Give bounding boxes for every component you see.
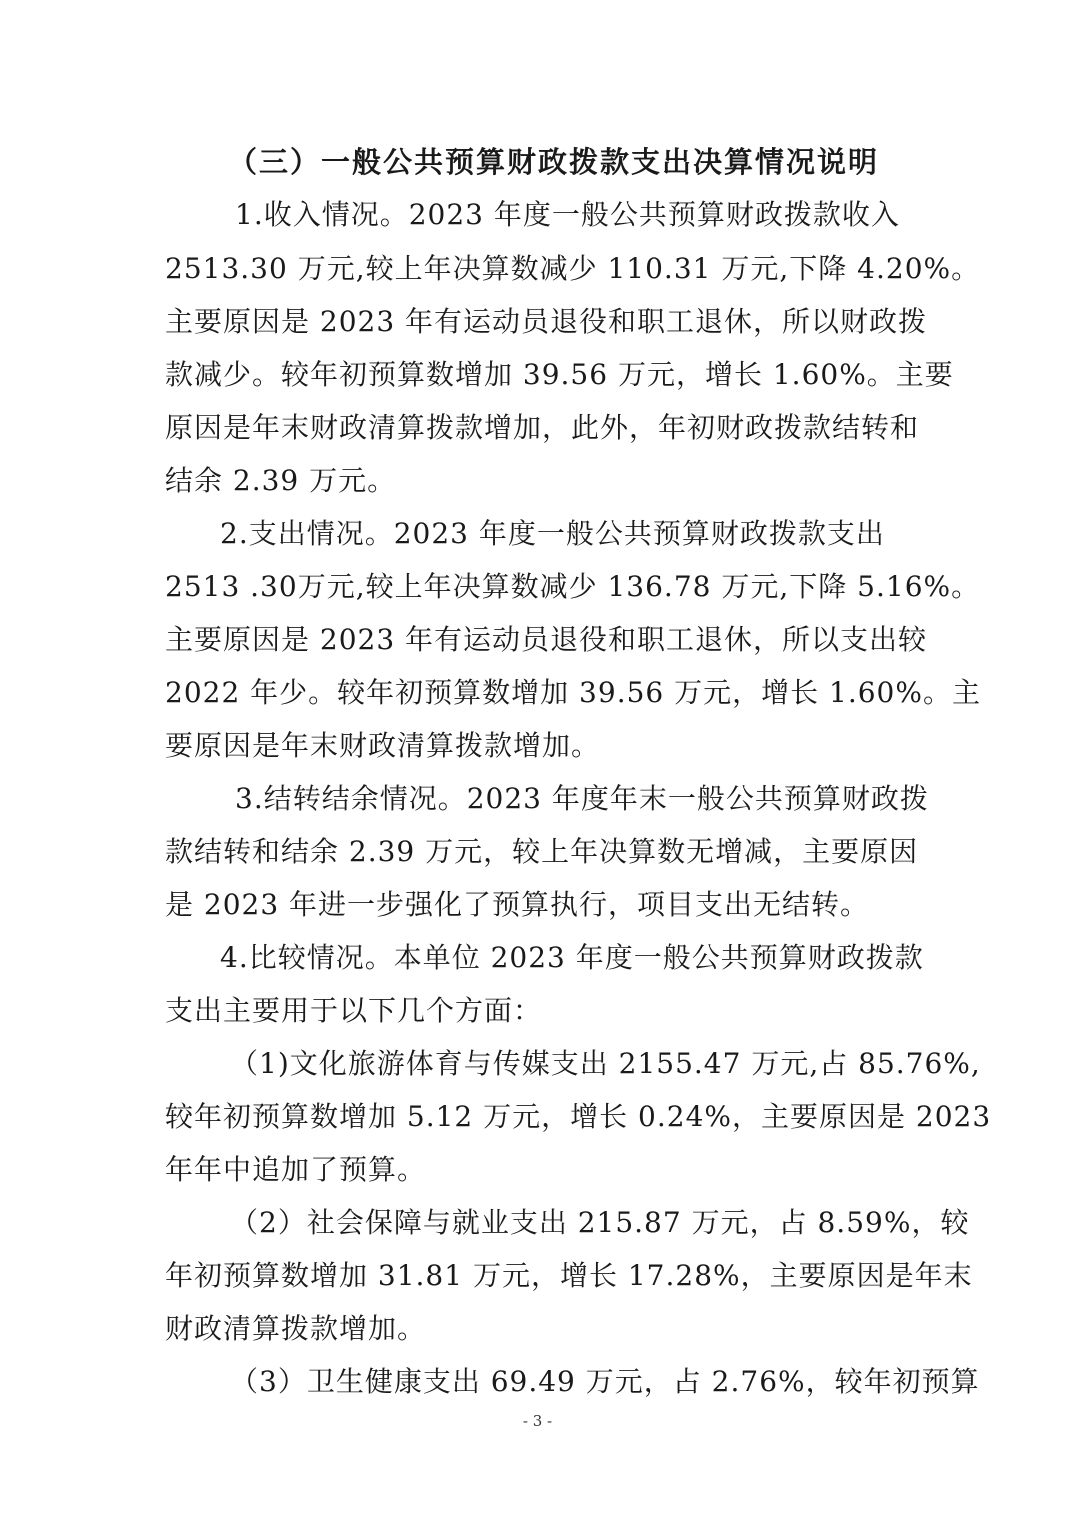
text-line: 原因是年末财政清算拨款增加，此外，年初财政拨款结转和 xyxy=(165,411,920,444)
text-line: 结余 2.39 万元。 xyxy=(165,464,397,497)
text-line: 主要原因是 2023 年有运动员退役和职工退休，所以财政拨 xyxy=(165,305,928,338)
text-line: 2513 .30万元,较上年决算数减少 136.78 万元,下降 5.16%。 xyxy=(165,570,981,603)
text-line: 1.收入情况。2023 年度一般公共预算财政拨款收入 xyxy=(235,198,900,231)
text-line: 主要原因是 2023 年有运动员退役和职工退休，所以支出较 xyxy=(165,623,928,656)
text-line: 较年初预算数增加 5.12 万元，增长 0.24%，主要原因是 2023 xyxy=(165,1100,992,1133)
text-line: 财政清算拨款增加。 xyxy=(165,1312,427,1345)
text-line: 支出主要用于以下几个方面： xyxy=(165,994,543,1027)
section-title: （三）一般公共预算财政拨款支出决算情况说明 xyxy=(228,145,880,179)
text-line: 年年中追加了预算。 xyxy=(165,1153,427,1186)
text-line: （3）卫生健康支出 69.49 万元，占 2.76%，较年初预算 xyxy=(230,1365,980,1398)
page-number: - 3 - xyxy=(522,1412,553,1430)
text-line: 3.结转结余情况。2023 年度年末一般公共预算财政拨 xyxy=(235,782,929,815)
text-line: 要原因是年末财政清算拨款增加。 xyxy=(165,729,601,762)
text-line: 4.比较情况。本单位 2023 年度一般公共预算财政拨款 xyxy=(220,941,924,974)
text-line: 年初预算数增加 31.81 万元，增长 17.28%，主要原因是年末 xyxy=(165,1259,973,1292)
text-line: 是 2023 年进一步强化了预算执行，项目支出无结转。 xyxy=(165,888,870,921)
text-line: （2）社会保障与就业支出 215.87 万元，占 8.59%，较 xyxy=(230,1206,970,1239)
text-line: 2.支出情况。2023 年度一般公共预算财政拨款支出 xyxy=(220,517,885,550)
text-line: 2513.30 万元,较上年决算数减少 110.31 万元,下降 4.20%。 xyxy=(165,252,981,285)
text-line: 款结转和结余 2.39 万元，较上年决算数无增减，主要原因 xyxy=(165,835,919,868)
text-line: 款减少。较年初预算数增加 39.56 万元，增长 1.60%。主要 xyxy=(165,358,954,391)
text-line: （1)文化旅游体育与传媒支出 2155.47 万元,占 85.76%, xyxy=(230,1047,981,1080)
text-line: 2022 年少。较年初预算数增加 39.56 万元，增长 1.60%。主 xyxy=(165,676,981,709)
